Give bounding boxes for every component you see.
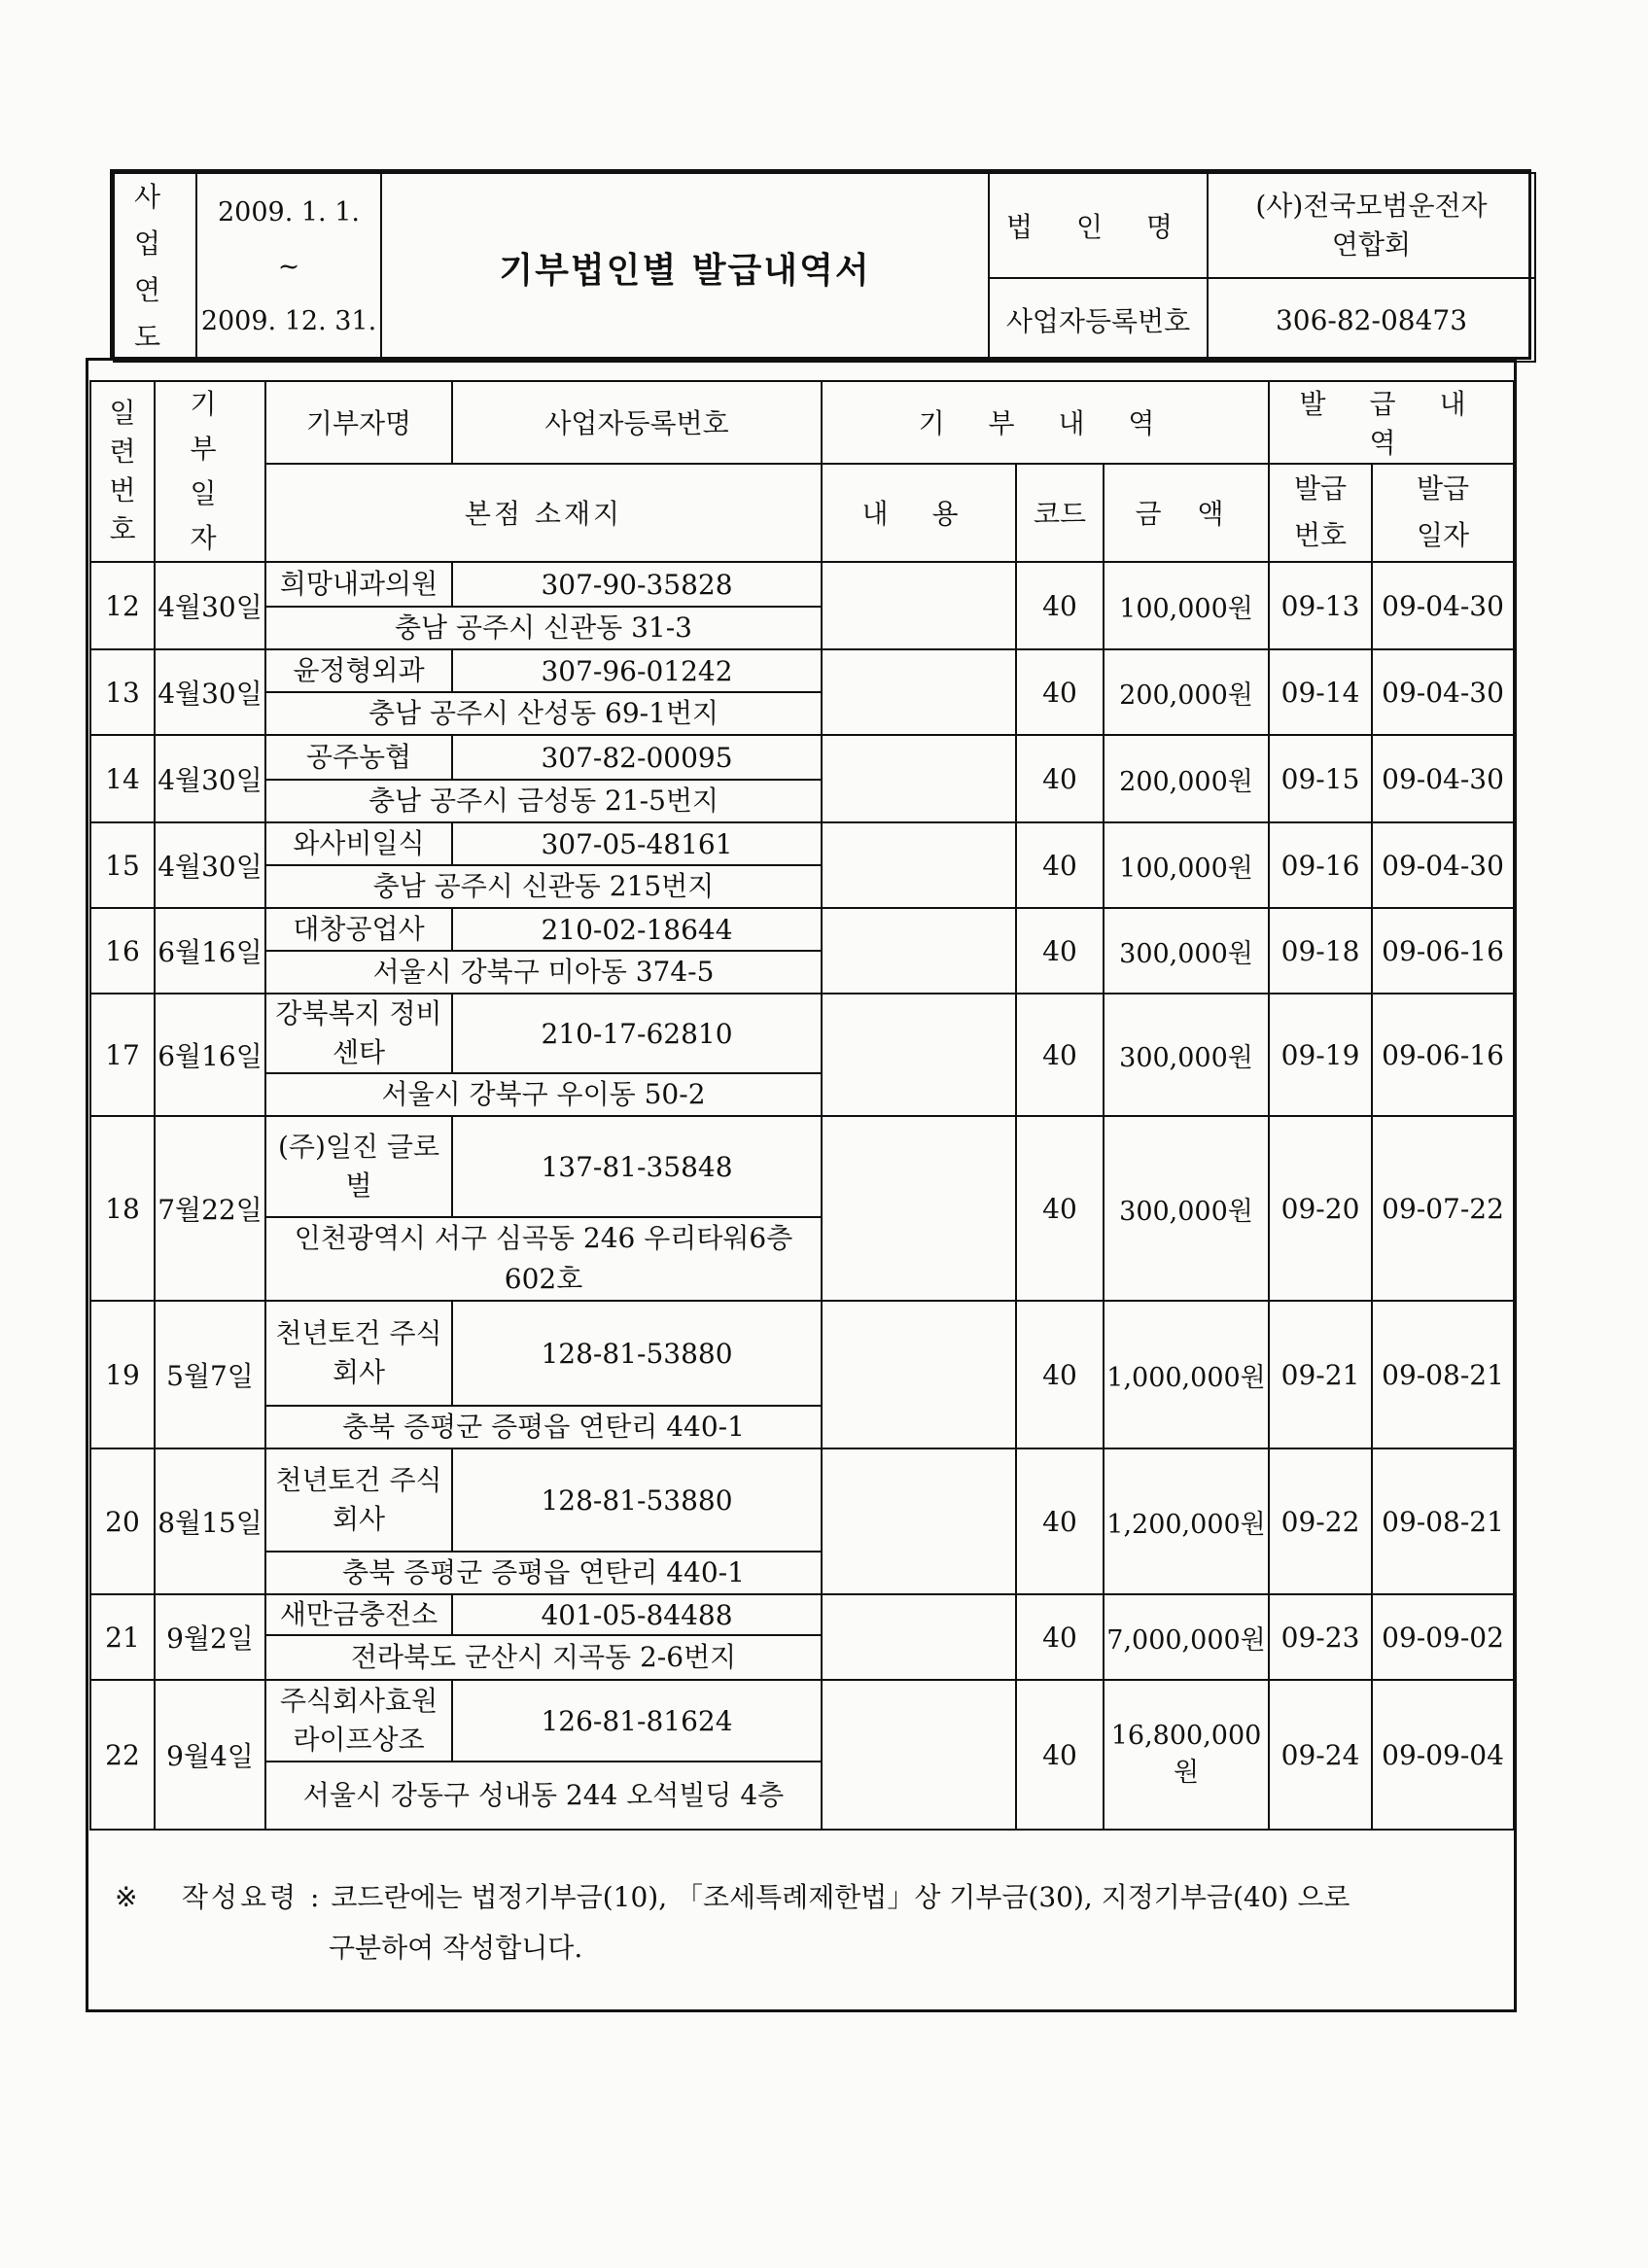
table-row	[90, 649, 1514, 692]
cell-donor-reg	[452, 994, 822, 1073]
col-donation-group-label: 기 부 내 역	[918, 407, 1173, 440]
cell-donor-reg	[452, 735, 822, 780]
cell-donor-name	[265, 562, 452, 607]
cell-amount-text: 200,000원	[1119, 766, 1253, 797]
cell-donor-reg	[452, 1116, 822, 1217]
cell-donor-reg	[452, 1680, 822, 1762]
note-label: 작성요령 :	[181, 1881, 323, 1913]
cell-donor-name	[265, 735, 452, 780]
cell-address	[265, 1073, 822, 1116]
cell-serial	[90, 1594, 155, 1680]
cell-issue-date	[1372, 1680, 1514, 1830]
cell-donor-name-text: 희망내과의원	[279, 568, 438, 600]
table-row	[90, 1116, 1514, 1217]
cell-amount	[1104, 822, 1269, 908]
cell-issue-date-text: 09-04-30	[1382, 589, 1504, 622]
cell-donor-reg-text: 210-02-18644	[541, 913, 733, 946]
cell-issue-no	[1269, 1448, 1372, 1594]
table-row	[90, 908, 1514, 951]
cell-date	[155, 822, 265, 908]
cell-code-text: 40	[1042, 589, 1077, 622]
year-label: 사 업 연 도	[133, 181, 177, 353]
cell-date-text: 4월30일	[158, 678, 263, 710]
cell-donor-name-text: 강북복지 정비센타	[275, 997, 442, 1068]
cell-amount-text: 7,000,000원	[1106, 1624, 1266, 1656]
cell-serial	[90, 562, 155, 649]
cell-address-text: 충북 증평군 증평읍 연탄리 440-1	[342, 1411, 745, 1443]
cell-serial-text: 14	[105, 762, 140, 795]
cell-amount	[1104, 562, 1269, 649]
cell-code	[1016, 822, 1104, 908]
corp-reg-no: 306-82-08473	[1275, 303, 1468, 336]
note-line-1: 코드란에는 법정기부금(10), 「조세특례제한법」상 기부금(30), 지정기부금(40) 으로	[331, 1881, 1350, 1913]
cell-donor-reg-text: 126-81-81624	[541, 1704, 733, 1737]
cell-issue-date	[1372, 562, 1514, 649]
cell-date-text: 4월30일	[158, 851, 263, 883]
cell-amount	[1104, 649, 1269, 735]
cell-address-text: 충남 공주시 신관동 31-3	[395, 611, 692, 644]
col-issue-date-header	[1372, 464, 1514, 562]
col-amount-label: 금 액	[1135, 498, 1238, 531]
cell-donor-name-text: 새만금충전소	[279, 1598, 438, 1630]
header-box	[110, 169, 1531, 360]
cell-serial-text: 13	[105, 676, 140, 709]
cell-address-text: 전라북도 군산시 지곡동 2-6번지	[350, 1641, 737, 1673]
reg-no-label-cell	[989, 278, 1208, 362]
corp-name-label-cell	[989, 173, 1208, 278]
cell-donor-reg-text: 307-96-01242	[541, 654, 733, 687]
col-donor-name-header	[265, 381, 452, 464]
cell-date-text: 4월30일	[158, 764, 263, 796]
cell-code-text: 40	[1042, 1192, 1077, 1225]
cell-donor-name-text: 천년토건 주식회사	[275, 1464, 442, 1535]
cell-issue-no-text: 09-24	[1280, 1738, 1360, 1771]
table-row	[90, 1680, 1514, 1762]
cell-donor-name	[265, 908, 452, 951]
cell-serial	[90, 735, 155, 822]
cell-issue-no	[1269, 1594, 1372, 1680]
cell-serial	[90, 1301, 155, 1448]
cell-serial-text: 21	[105, 1621, 140, 1654]
cell-donor-reg-text: 307-90-35828	[541, 568, 733, 601]
cell-issue-date-text: 09-07-22	[1382, 1192, 1504, 1225]
cell-donor-name	[265, 1680, 452, 1762]
cell-donor-reg	[452, 562, 822, 607]
cell-address-text: 서울시 강동구 성내동 244 오석빌딩 4층	[302, 1779, 785, 1811]
cell-date	[155, 1448, 265, 1594]
cell-code	[1016, 562, 1104, 649]
cell-issue-date	[1372, 649, 1514, 735]
cell-serial-text: 16	[105, 934, 140, 967]
issuance-table	[89, 380, 1515, 1872]
col-address-header	[265, 464, 822, 562]
cell-serial-text: 19	[105, 1358, 140, 1391]
cell-amount	[1104, 1301, 1269, 1448]
cell-serial	[90, 822, 155, 908]
col-code-header	[1016, 464, 1104, 562]
cell-address	[265, 1552, 822, 1594]
title-cell	[381, 173, 989, 362]
cell-issue-no	[1269, 1680, 1372, 1830]
cell-donor-name	[265, 1301, 452, 1406]
col-donor-reg-label: 사업자등록번호	[544, 407, 729, 440]
cell-address	[265, 951, 822, 994]
cell-issue-date-text: 09-04-30	[1382, 849, 1504, 882]
cell-donor-name-text: 공주농협	[305, 741, 412, 773]
cell-code	[1016, 908, 1104, 994]
cell-content	[822, 735, 1016, 822]
cell-code-text: 40	[1042, 676, 1077, 709]
cell-issue-date-text: 09-09-04	[1382, 1738, 1504, 1771]
cell-donor-name	[265, 1594, 452, 1635]
cell-donor-reg	[452, 649, 822, 692]
cell-amount-text: 300,000원	[1119, 1196, 1253, 1227]
cell-donor-reg-text: 128-81-53880	[541, 1337, 733, 1370]
cell-code	[1016, 649, 1104, 735]
cell-content	[822, 822, 1016, 908]
cell-issue-date	[1372, 1594, 1514, 1680]
cell-issue-date	[1372, 908, 1514, 994]
cell-content	[822, 1594, 1016, 1680]
cell-issue-date-text: 09-08-21	[1382, 1505, 1504, 1538]
cell-code-text: 40	[1042, 1738, 1077, 1771]
col-donor-name-label: 기부자명	[305, 407, 412, 440]
reg-no-cell	[1208, 278, 1535, 362]
cell-issue-date	[1372, 994, 1514, 1116]
cell-issue-date-text: 09-04-30	[1382, 762, 1504, 795]
period-cell	[196, 173, 381, 362]
cell-date	[155, 994, 265, 1116]
cell-issue-date	[1372, 1448, 1514, 1594]
col-issue-date-label: 발급 일자	[1416, 472, 1470, 552]
cell-issue-no-text: 09-22	[1280, 1505, 1360, 1538]
cell-content	[822, 1448, 1016, 1594]
cell-issue-no-text: 09-14	[1280, 676, 1360, 709]
cell-amount	[1104, 994, 1269, 1116]
cell-address-text: 충북 증평군 증평읍 연탄리 440-1	[342, 1556, 745, 1588]
cell-code	[1016, 994, 1104, 1116]
cell-amount-text: 16,800,000원	[1110, 1721, 1262, 1788]
cell-donor-reg-text: 307-05-48161	[541, 827, 733, 860]
cell-amount	[1104, 1448, 1269, 1594]
cell-date	[155, 562, 265, 649]
cell-code	[1016, 1594, 1104, 1680]
cell-date-text: 6월16일	[158, 1040, 263, 1072]
cell-issue-date-text: 09-06-16	[1382, 1038, 1504, 1071]
cell-issue-no-text: 09-13	[1280, 589, 1360, 622]
cell-issue-no-text: 09-20	[1280, 1192, 1360, 1225]
cell-code-text: 40	[1042, 934, 1077, 967]
cell-donor-reg-text: 307-82-00095	[541, 741, 733, 774]
cell-address	[265, 607, 822, 649]
cell-address	[265, 692, 822, 735]
cell-issue-date	[1372, 1116, 1514, 1301]
cell-donor-reg-text: 210-17-62810	[541, 1017, 733, 1050]
cell-issue-no	[1269, 994, 1372, 1116]
cell-code	[1016, 735, 1104, 822]
cell-content	[822, 649, 1016, 735]
cell-code	[1016, 1301, 1104, 1448]
document-title: 기부법인별 발급내역서	[499, 249, 871, 291]
col-donor-reg-header	[452, 381, 822, 464]
col-issue-no-label: 발급 번호	[1293, 472, 1348, 552]
cell-issue-no	[1269, 1116, 1372, 1301]
cell-issue-no-text: 09-16	[1280, 849, 1360, 882]
writing-guide-note	[115, 1872, 1515, 1973]
note-mark: ※	[115, 1881, 138, 1913]
cell-code-text: 40	[1042, 762, 1077, 795]
cell-donor-name	[265, 1116, 452, 1217]
cell-donor-name-text: (주)일진 글로벌	[278, 1131, 439, 1202]
cell-code	[1016, 1116, 1104, 1301]
cell-amount-text: 300,000원	[1119, 1042, 1253, 1073]
cell-content	[822, 1680, 1016, 1830]
cell-donor-name	[265, 1448, 452, 1552]
cell-donor-reg	[452, 1448, 822, 1552]
table-row	[90, 822, 1514, 865]
cell-donor-name-text: 주식회사효원 라이프상조	[279, 1685, 438, 1756]
cell-serial-text: 17	[105, 1038, 140, 1071]
cell-donor-reg-text: 137-81-35848	[541, 1150, 733, 1183]
table-row	[90, 735, 1514, 780]
cell-address	[265, 780, 822, 822]
cell-date-text: 8월15일	[158, 1507, 263, 1539]
col-issue-group-header	[1269, 381, 1514, 464]
cell-date-text: 7월22일	[158, 1194, 263, 1226]
year-label-cell	[114, 173, 196, 362]
col-content-header	[822, 464, 1016, 562]
cell-code-text: 40	[1042, 1358, 1077, 1391]
cell-issue-no	[1269, 1301, 1372, 1448]
cell-content	[822, 994, 1016, 1116]
cell-date	[155, 1680, 265, 1830]
cell-amount	[1104, 735, 1269, 822]
cell-content	[822, 908, 1016, 994]
cell-donor-reg-text: 128-81-53880	[541, 1483, 733, 1517]
cell-amount-text: 200,000원	[1119, 680, 1253, 711]
cell-serial	[90, 1116, 155, 1301]
cell-address-text: 충남 공주시 금성동 21-5번지	[368, 785, 719, 817]
cell-address-text: 충남 공주시 산성동 69-1번지	[368, 697, 719, 729]
cell-serial-text: 15	[105, 849, 140, 882]
cell-donor-reg-text: 401-05-84488	[541, 1598, 733, 1631]
main-table-box	[86, 358, 1517, 2012]
cell-issue-no	[1269, 822, 1372, 908]
cell-date-text: 9월4일	[166, 1740, 254, 1772]
cell-issue-date-text: 09-06-16	[1382, 934, 1504, 967]
cell-donor-reg	[452, 1594, 822, 1635]
cell-amount	[1104, 908, 1269, 994]
cell-issue-no-text: 09-15	[1280, 762, 1360, 795]
cell-address	[265, 865, 822, 908]
cell-issue-date-text: 09-09-02	[1382, 1621, 1504, 1654]
reg-no-label: 사업자등록번호	[1005, 305, 1191, 338]
cell-donor-name-text: 천년토건 주식회사	[275, 1317, 442, 1388]
cell-amount-text: 100,000원	[1119, 593, 1253, 624]
cell-issue-no-text: 09-19	[1280, 1038, 1360, 1071]
cell-date	[155, 735, 265, 822]
cell-donor-name-text: 윤정형외과	[293, 654, 425, 686]
cell-serial-text: 22	[105, 1738, 140, 1771]
col-content-label: 내 용	[861, 498, 976, 531]
corp-name-cell	[1208, 173, 1535, 278]
table-end-spacer	[90, 1830, 1514, 1872]
cell-code-text: 40	[1042, 1505, 1077, 1538]
corp-name-label: 법 인 명	[1006, 211, 1190, 244]
col-serial-label: 일련 번호	[109, 397, 136, 545]
cell-date	[155, 1301, 265, 1448]
note-line-2: 구분하여 작성합니다.	[329, 1932, 583, 1964]
cell-donor-name	[265, 649, 452, 692]
col-donation-group-header	[822, 381, 1269, 464]
cell-issue-no	[1269, 735, 1372, 822]
cell-serial	[90, 1448, 155, 1594]
cell-address	[265, 1762, 822, 1830]
cell-amount	[1104, 1116, 1269, 1301]
cell-amount	[1104, 1594, 1269, 1680]
cell-serial	[90, 994, 155, 1116]
cell-code-text: 40	[1042, 1038, 1077, 1071]
cell-code-text: 40	[1042, 1621, 1077, 1654]
table-row	[90, 1594, 1514, 1635]
cell-donor-reg	[452, 1301, 822, 1406]
cell-code	[1016, 1680, 1104, 1830]
table-row	[90, 994, 1514, 1073]
cell-address	[265, 1406, 822, 1448]
cell-issue-no-text: 09-21	[1280, 1358, 1360, 1391]
cell-address	[265, 1635, 822, 1680]
cell-issue-no	[1269, 649, 1372, 735]
cell-amount	[1104, 1680, 1269, 1830]
table-row	[90, 1301, 1514, 1406]
cell-content	[822, 1116, 1016, 1301]
cell-serial-text: 12	[105, 589, 140, 622]
cell-content	[822, 562, 1016, 649]
cell-amount-text: 300,000원	[1119, 938, 1253, 969]
cell-amount-text: 1,000,000원	[1106, 1362, 1266, 1393]
cell-date	[155, 908, 265, 994]
table-row	[90, 1448, 1514, 1552]
cell-donor-name	[265, 822, 452, 865]
cell-issue-no	[1269, 562, 1372, 649]
cell-donor-reg	[452, 822, 822, 865]
cell-address-text: 충남 공주시 신관동 215번지	[372, 870, 715, 902]
cell-amount-text: 1,200,000원	[1106, 1509, 1266, 1540]
cell-code	[1016, 1448, 1104, 1594]
cell-serial-text: 18	[105, 1192, 140, 1225]
cell-address-text: 서울시 강북구 미아동 374-5	[372, 956, 715, 988]
cell-donor-reg	[452, 908, 822, 951]
cell-date-text: 9월2일	[166, 1622, 254, 1655]
cell-donor-name-text: 대창공업사	[293, 913, 425, 945]
cell-serial-text: 20	[105, 1505, 140, 1538]
period-tilde: ~	[277, 252, 300, 282]
col-amount-header	[1104, 464, 1269, 562]
cell-serial	[90, 649, 155, 735]
cell-issue-no-text: 09-18	[1280, 934, 1360, 967]
cell-date	[155, 649, 265, 735]
cell-issue-date-text: 09-04-30	[1382, 676, 1504, 709]
cell-serial	[90, 908, 155, 994]
cell-date	[155, 1116, 265, 1301]
cell-issue-date	[1372, 735, 1514, 822]
table-row	[90, 562, 1514, 607]
cell-date-text: 6월16일	[158, 936, 263, 968]
cell-donor-name-text: 와사비일식	[293, 827, 425, 859]
cell-date-text: 4월30일	[158, 591, 263, 623]
cell-code-text: 40	[1042, 849, 1077, 882]
cell-content	[822, 1301, 1016, 1448]
cell-date	[155, 1594, 265, 1680]
col-serial-header	[90, 381, 155, 562]
cell-address-text: 서울시 강북구 우이동 50-2	[381, 1078, 706, 1110]
col-address-label: 본점 소재지	[464, 498, 623, 531]
col-issue-no-header	[1269, 464, 1372, 562]
col-date-label: 기 부 일 자	[190, 388, 230, 554]
cell-address-text: 인천광역시 서구 심곡동 246 우리타워6층 602호	[294, 1222, 793, 1295]
period-start: 2009. 1. 1.	[218, 197, 360, 227]
cell-serial	[90, 1680, 155, 1830]
col-date-header	[155, 381, 265, 562]
period-end: 2009. 12. 31.	[200, 306, 377, 336]
cell-amount-text: 100,000원	[1119, 853, 1253, 884]
cell-address	[265, 1217, 822, 1301]
cell-date-text: 5월7일	[166, 1360, 254, 1392]
cell-issue-date-text: 09-08-21	[1382, 1358, 1504, 1391]
col-issue-group-label: 발 급 내 역	[1299, 388, 1484, 460]
cell-issue-no	[1269, 908, 1372, 994]
col-code-label: 코드	[1033, 498, 1087, 531]
cell-donor-name	[265, 994, 452, 1073]
cell-issue-date	[1372, 1301, 1514, 1448]
cell-issue-no-text: 09-23	[1280, 1621, 1360, 1654]
corp-name: (사)전국모범운전자 연합회	[1255, 190, 1488, 262]
cell-issue-date	[1372, 822, 1514, 908]
